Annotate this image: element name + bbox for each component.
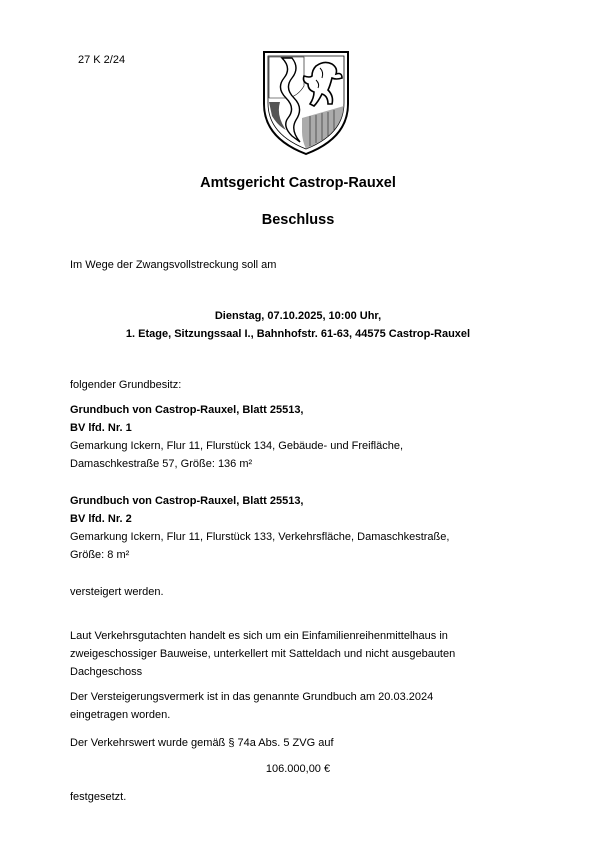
court-name: Amtsgericht Castrop-Rauxel	[200, 175, 396, 191]
file-reference: 27 K 2/24	[78, 54, 126, 66]
property-1-bv: BV lfd. Nr. 1	[70, 422, 132, 434]
coat-of-arms-icon	[258, 46, 354, 158]
value-intro: Der Verkehrswert wurde gemäß § 74a Abs. 5 ZVG auf	[70, 737, 334, 749]
property-1-line-1: Gemarkung Ickern, Flur 11, Flurstück 134, Gebäude- und Freifläche,	[70, 440, 404, 452]
registration-line-1: Der Versteigerungsvermerk ist in das genannte Grundbuch am 20.03.2024	[70, 691, 434, 703]
appraisal-line-3: Dachgeschoss	[70, 666, 143, 678]
property-intro: folgender Grundbesitz:	[70, 379, 182, 391]
auction-date: Dienstag, 07.10.2025, 10:00 Uhr,	[214, 310, 382, 322]
auction-text: versteigert werden.	[70, 586, 164, 598]
document-title: Beschluss	[261, 212, 335, 228]
intro-text: Im Wege der Zwangsvollstreckung soll am	[70, 259, 277, 271]
property-2-bv: BV lfd. Nr. 2	[70, 513, 132, 525]
closing-text: festgesetzt.	[70, 791, 127, 803]
market-value: 106.000,00 €	[265, 763, 331, 775]
property-2-heading: Grundbuch von Castrop-Rauxel, Blatt 25513,	[70, 495, 304, 507]
property-2-line-2: Größe: 8 m²	[70, 549, 130, 561]
appraisal-line-1: Laut Verkehrsgutachten handelt es sich um ein Einfamilienreihenmittelhaus in	[70, 630, 448, 642]
property-2-line-1: Gemarkung Ickern, Flur 11, Flurstück 133, Verkehrsfläche, Damaschkestraße,	[70, 531, 450, 543]
property-1-heading: Grundbuch von Castrop-Rauxel, Blatt 25513,	[70, 404, 304, 416]
registration-line-2: eingetragen worden.	[70, 709, 171, 721]
auction-location: 1. Etage, Sitzungssaal I., Bahnhofstr. 61-63, 44575 Castrop-Rauxel	[125, 328, 471, 340]
property-1-line-2: Damaschkestraße 57, Größe: 136 m²	[70, 458, 253, 470]
appraisal-line-2: zweigeschossiger Bauweise, unterkellert mit Satteldach und nicht ausgebauten	[70, 648, 456, 660]
